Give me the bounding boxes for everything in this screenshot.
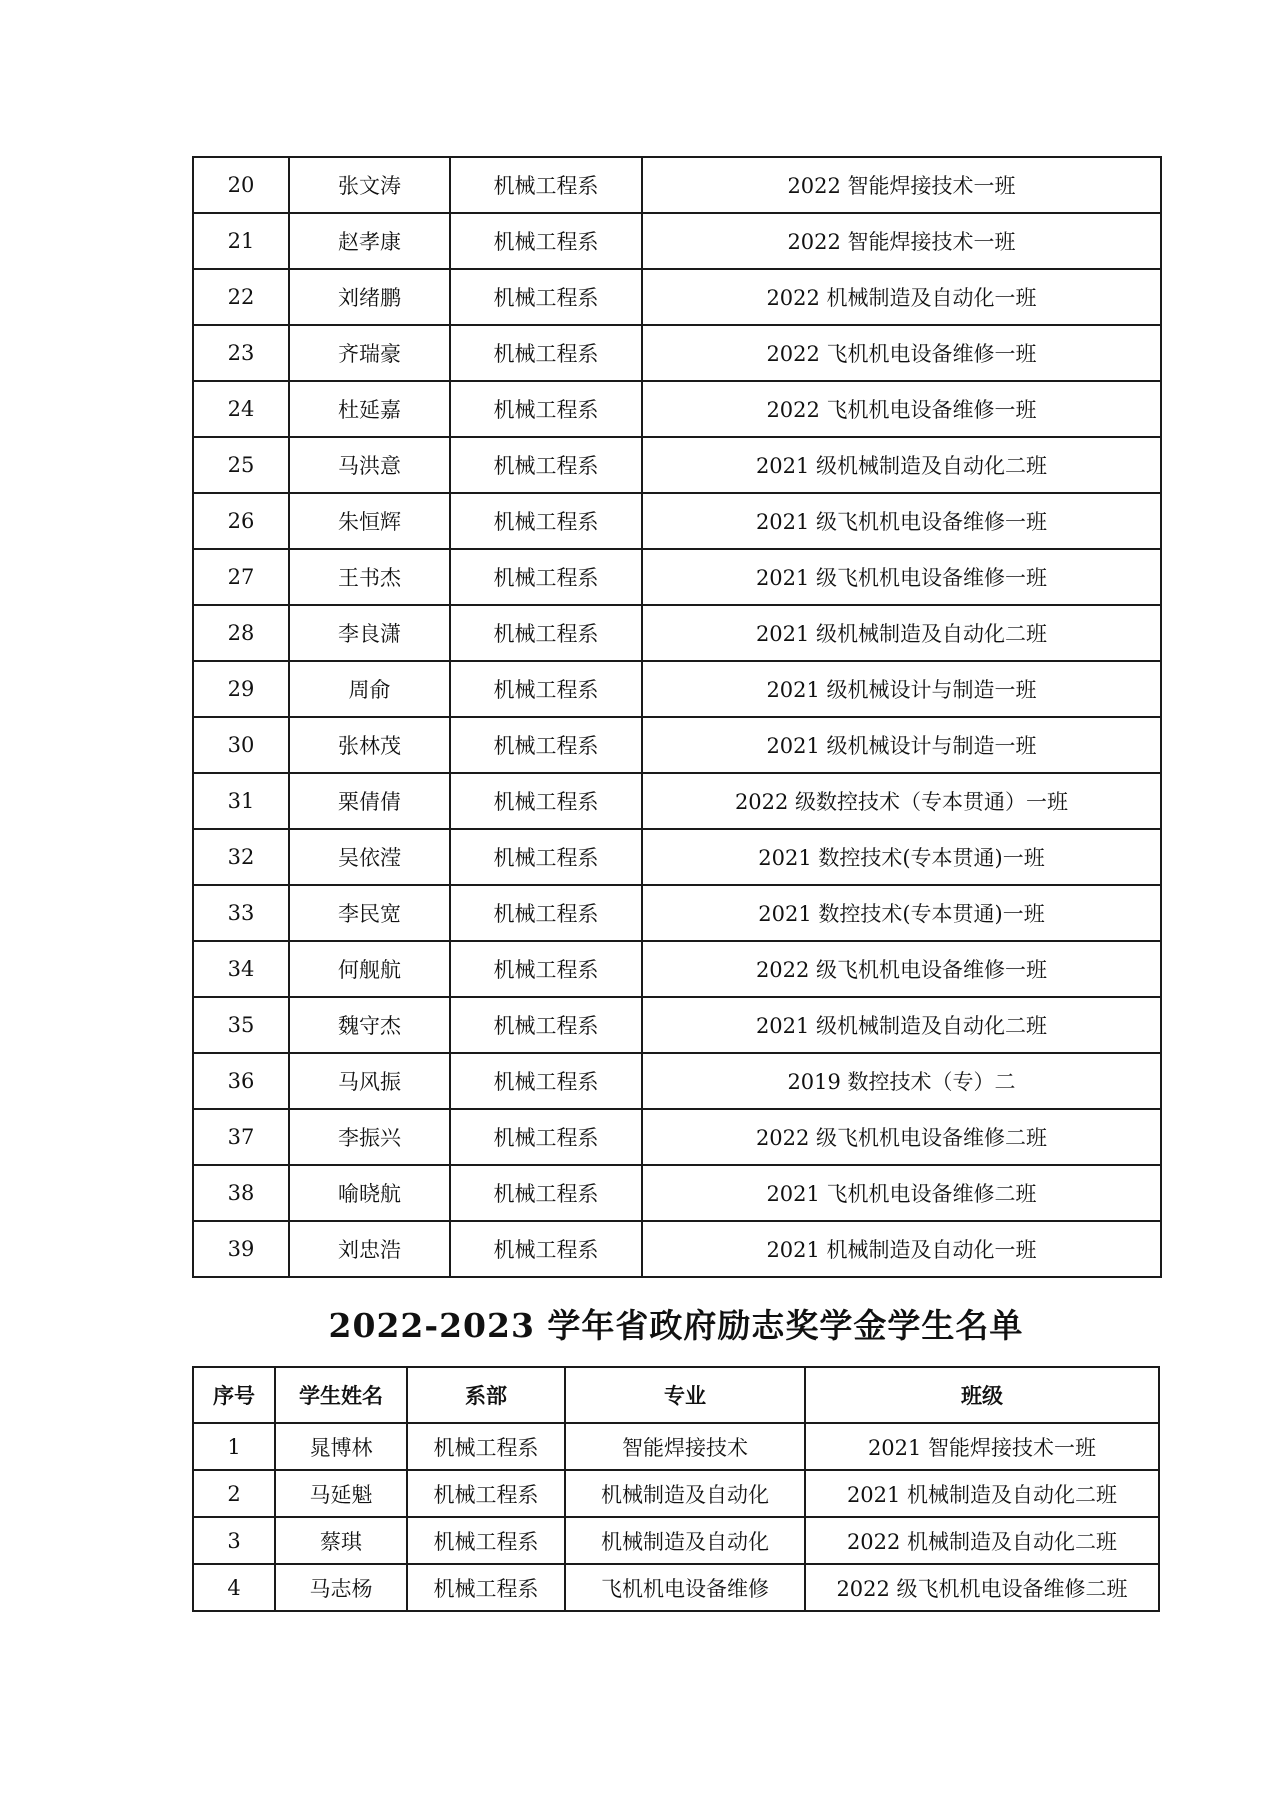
cell-no: 22 — [193, 269, 289, 325]
cell-dept: 机械工程系 — [450, 605, 642, 661]
cell-no: 33 — [193, 885, 289, 941]
cell-dept: 机械工程系 — [450, 1053, 642, 1109]
cell-dept: 机械工程系 — [450, 1165, 642, 1221]
table-row — [193, 829, 1161, 885]
cell-major: 飞机机电设备维修 — [565, 1564, 805, 1611]
cell-class: 2021 数控技术(专本贯通)一班 — [642, 829, 1161, 885]
cell-dept: 机械工程系 — [450, 661, 642, 717]
cell-class: 2021 级机械制造及自动化二班 — [642, 605, 1161, 661]
cell-name: 马洪意 — [289, 437, 450, 493]
cell-major: 智能焊接技术 — [565, 1423, 805, 1470]
cell-name: 杜延嘉 — [289, 381, 450, 437]
cell-dept: 机械工程系 — [450, 549, 642, 605]
header-name: 学生姓名 — [275, 1367, 407, 1423]
table-row — [193, 717, 1161, 773]
cell-no: 26 — [193, 493, 289, 549]
scholarship-list-body — [193, 1423, 1159, 1611]
cell-dept: 机械工程系 — [450, 157, 642, 213]
cell-no: 39 — [193, 1221, 289, 1277]
cell-class: 2022 智能焊接技术一班 — [642, 157, 1161, 213]
cell-class: 2022 飞机机电设备维修一班 — [642, 325, 1161, 381]
cell-name: 蔡琪 — [275, 1517, 407, 1564]
cell-name: 赵孝康 — [289, 213, 450, 269]
cell-no: 37 — [193, 1109, 289, 1165]
header-class: 班级 — [805, 1367, 1159, 1423]
table-row — [193, 773, 1161, 829]
cell-no: 31 — [193, 773, 289, 829]
header-no: 序号 — [193, 1367, 275, 1423]
cell-no: 38 — [193, 1165, 289, 1221]
cell-class: 2021 级飞机机电设备维修一班 — [642, 549, 1161, 605]
cell-class: 2022 智能焊接技术一班 — [642, 213, 1161, 269]
cell-class: 2022 机械制造及自动化二班 — [805, 1517, 1159, 1564]
cell-class: 2021 机械制造及自动化二班 — [805, 1470, 1159, 1517]
table-row — [193, 1053, 1161, 1109]
table-row — [193, 1109, 1161, 1165]
cell-class: 2022 级数控技术（专本贯通）一班 — [642, 773, 1161, 829]
cell-class: 2021 智能焊接技术一班 — [805, 1423, 1159, 1470]
cell-no: 27 — [193, 549, 289, 605]
cell-class: 2021 机械制造及自动化一班 — [642, 1221, 1161, 1277]
cell-no: 35 — [193, 997, 289, 1053]
scholarship-list-title: 2022-2023 学年省政府励志奖学金学生名单 — [328, 1306, 1024, 1345]
table-row — [193, 661, 1161, 717]
cell-no: 21 — [193, 213, 289, 269]
cell-class: 2021 级机械制造及自动化二班 — [642, 997, 1161, 1053]
cell-no: 1 — [193, 1423, 275, 1470]
table-row — [193, 269, 1161, 325]
cell-name: 王书杰 — [289, 549, 450, 605]
cell-class: 2022 飞机机电设备维修一班 — [642, 381, 1161, 437]
cell-dept: 机械工程系 — [407, 1564, 565, 1611]
cell-name: 李良潇 — [289, 605, 450, 661]
scholarship-student-table — [192, 1366, 1160, 1612]
cell-dept: 机械工程系 — [450, 829, 642, 885]
cell-dept: 机械工程系 — [450, 269, 642, 325]
cell-dept: 机械工程系 — [450, 885, 642, 941]
cell-name: 晁博林 — [275, 1423, 407, 1470]
cell-no: 3 — [193, 1517, 275, 1564]
cell-dept: 机械工程系 — [450, 325, 642, 381]
table-header — [193, 1367, 1159, 1423]
cell-dept: 机械工程系 — [450, 381, 642, 437]
cell-dept: 机械工程系 — [450, 493, 642, 549]
table-row — [193, 1165, 1161, 1221]
header-row — [193, 1367, 1159, 1423]
table-row — [193, 1564, 1159, 1611]
cell-name: 何舰航 — [289, 941, 450, 997]
cell-name: 张文涛 — [289, 157, 450, 213]
cell-name: 朱恒辉 — [289, 493, 450, 549]
cell-no: 4 — [193, 1564, 275, 1611]
cell-name: 齐瑞豪 — [289, 325, 450, 381]
table-row — [193, 1221, 1161, 1277]
table-row — [193, 213, 1161, 269]
header-major: 专业 — [565, 1367, 805, 1423]
cell-name: 张林茂 — [289, 717, 450, 773]
student-list-table-continued — [192, 156, 1162, 1278]
cell-name: 吴依滢 — [289, 829, 450, 885]
cell-dept: 机械工程系 — [450, 997, 642, 1053]
cell-dept: 机械工程系 — [407, 1423, 565, 1470]
cell-class: 2019 数控技术（专）二 — [642, 1053, 1161, 1109]
table-row — [193, 605, 1161, 661]
cell-dept: 机械工程系 — [407, 1517, 565, 1564]
cell-no: 34 — [193, 941, 289, 997]
table-row — [193, 941, 1161, 997]
cell-no: 24 — [193, 381, 289, 437]
cell-name: 喻晓航 — [289, 1165, 450, 1221]
cell-name: 魏守杰 — [289, 997, 450, 1053]
cell-class: 2021 数控技术(专本贯通)一班 — [642, 885, 1161, 941]
cell-class: 2022 级飞机机电设备维修一班 — [642, 941, 1161, 997]
cell-no: 2 — [193, 1470, 275, 1517]
cell-name: 李振兴 — [289, 1109, 450, 1165]
table-row — [193, 549, 1161, 605]
table-row — [193, 437, 1161, 493]
cell-name: 周俞 — [289, 661, 450, 717]
cell-class: 2022 机械制造及自动化一班 — [642, 269, 1161, 325]
cell-dept: 机械工程系 — [450, 437, 642, 493]
cell-no: 23 — [193, 325, 289, 381]
cell-name: 刘忠浩 — [289, 1221, 450, 1277]
cell-no: 32 — [193, 829, 289, 885]
student-list-body — [193, 157, 1161, 1277]
table-row — [193, 157, 1161, 213]
header-dept: 系部 — [407, 1367, 565, 1423]
cell-dept: 机械工程系 — [450, 941, 642, 997]
cell-no: 25 — [193, 437, 289, 493]
cell-name: 马志杨 — [275, 1564, 407, 1611]
cell-major: 机械制造及自动化 — [565, 1470, 805, 1517]
table-row — [193, 1517, 1159, 1564]
cell-class: 2021 级机械制造及自动化二班 — [642, 437, 1161, 493]
cell-name: 李民宽 — [289, 885, 450, 941]
cell-name: 马延魁 — [275, 1470, 407, 1517]
cell-no: 29 — [193, 661, 289, 717]
cell-dept: 机械工程系 — [450, 213, 642, 269]
table-row — [193, 1423, 1159, 1470]
cell-class: 2022 级飞机机电设备维修二班 — [805, 1564, 1159, 1611]
cell-dept: 机械工程系 — [450, 1109, 642, 1165]
table-row — [193, 381, 1161, 437]
cell-name: 刘绪鹏 — [289, 269, 450, 325]
table-row — [193, 1470, 1159, 1517]
cell-no: 20 — [193, 157, 289, 213]
table-row — [193, 493, 1161, 549]
table-row — [193, 997, 1161, 1053]
cell-class: 2022 级飞机机电设备维修二班 — [642, 1109, 1161, 1165]
cell-dept: 机械工程系 — [450, 773, 642, 829]
cell-dept: 机械工程系 — [450, 717, 642, 773]
cell-class: 2021 级机械设计与制造一班 — [642, 717, 1161, 773]
cell-class: 2021 级机械设计与制造一班 — [642, 661, 1161, 717]
cell-dept: 机械工程系 — [407, 1470, 565, 1517]
cell-dept: 机械工程系 — [450, 1221, 642, 1277]
table-row — [193, 885, 1161, 941]
cell-no: 30 — [193, 717, 289, 773]
cell-name: 马风振 — [289, 1053, 450, 1109]
cell-no: 28 — [193, 605, 289, 661]
cell-major: 机械制造及自动化 — [565, 1517, 805, 1564]
cell-class: 2021 级飞机机电设备维修一班 — [642, 493, 1161, 549]
cell-no: 36 — [193, 1053, 289, 1109]
table-row — [193, 325, 1161, 381]
cell-name: 栗倩倩 — [289, 773, 450, 829]
cell-class: 2021 飞机机电设备维修二班 — [642, 1165, 1161, 1221]
